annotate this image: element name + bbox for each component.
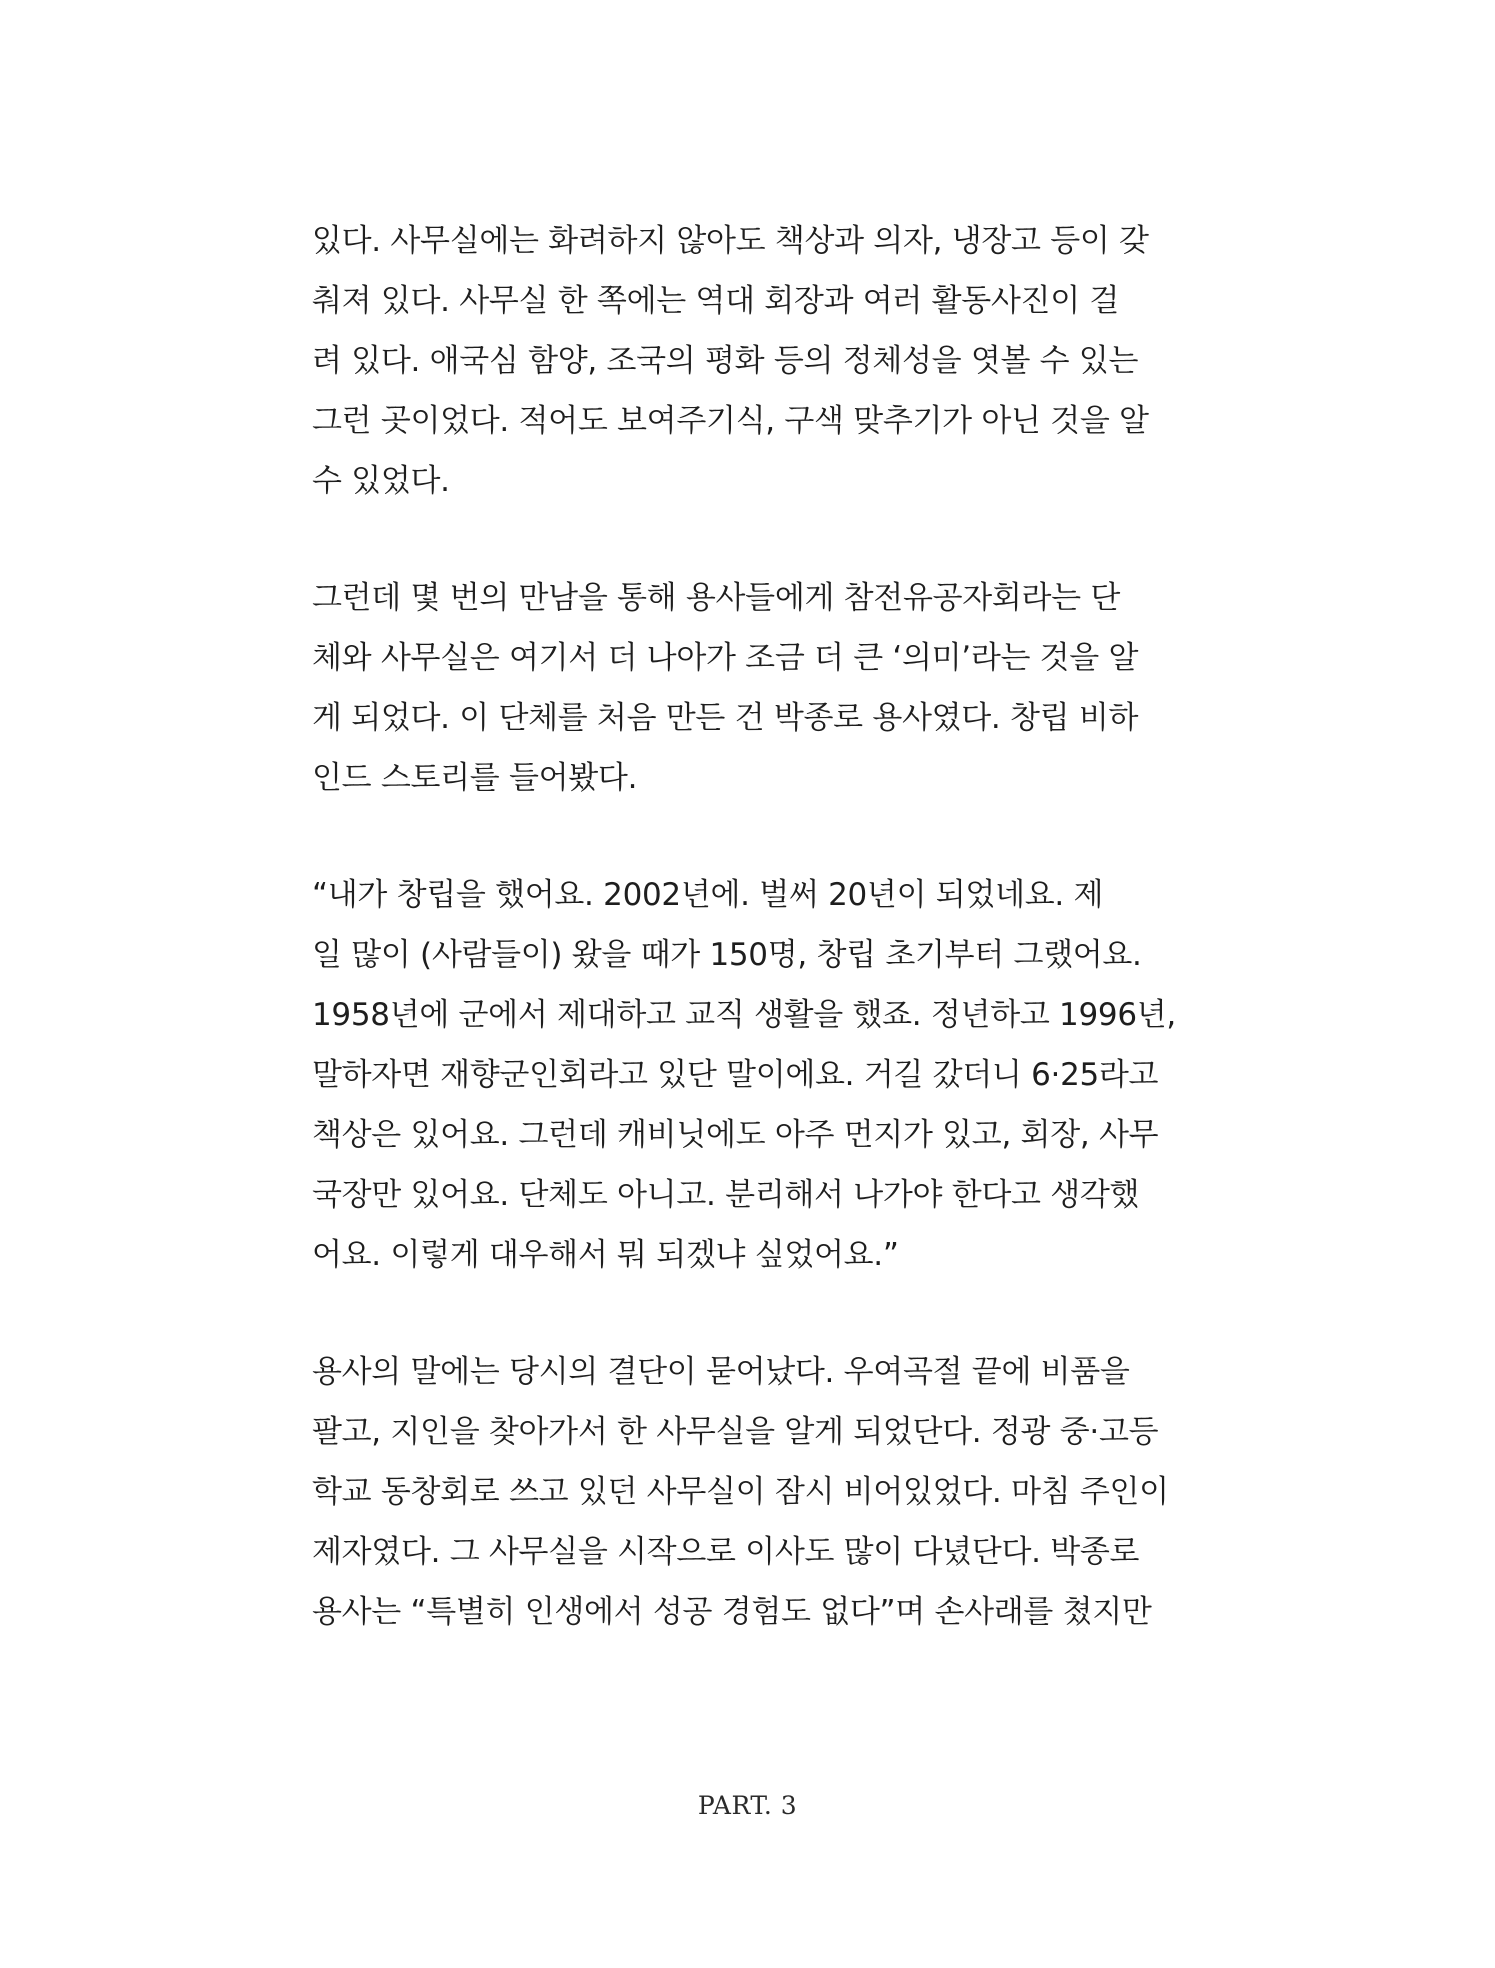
paragraph-quote <box>312 865 1182 1285</box>
text-line: 체와 사무실은 여기서 더 나아가 조금 더 큰 ‘의미’라는 것을 알 <box>312 640 1139 676</box>
paragraph-spacer <box>312 1285 1182 1342</box>
text-line: 인드 스토리를 들어봤다. <box>312 760 638 796</box>
paragraph-spacer <box>312 808 1182 865</box>
text-line: “내가 창립을 했어요. 2002년에. 벌써 20년이 되었네요. 제 <box>312 877 1104 913</box>
text-line: 게 되었다. 이 단체를 처음 만든 건 박종로 용사였다. 창립 비하 <box>312 700 1139 736</box>
text-line: 그런데 몇 번의 만남을 통해 용사들에게 참전유공자회라는 단 <box>312 580 1121 616</box>
text-line: 일 많이 (사람들이) 왔을 때가 150명, 창립 초기부터 그랬어요. <box>312 937 1142 973</box>
paragraph-office-description <box>312 211 1182 511</box>
text-line: 려 있다. 애국심 함양, 조국의 평화 등의 정체성을 엿볼 수 있는 <box>312 343 1139 379</box>
text-line: 학교 동창회로 쓰고 있던 사무실이 잠시 비어있었다. 마침 주인이 <box>312 1474 1169 1510</box>
text-line: 1958년에 군에서 제대하고 교직 생활을 했죠. 정년하고 1996년, <box>312 997 1176 1033</box>
text-line: 있다. 사무실에는 화려하지 않아도 책상과 의자, 냉장고 등이 갖 <box>312 223 1149 259</box>
text-line: 용사는 “특별히 인생에서 성공 경험도 없다”며 손사래를 쳤지만 <box>312 1594 1152 1630</box>
text-line: 국장만 있어요. 단체도 아니고. 분리해서 나가야 한다고 생각했 <box>312 1177 1140 1213</box>
text-line: 춰져 있다. 사무실 한 쪽에는 역대 회장과 여러 활동사진이 걸 <box>312 283 1120 319</box>
text-line: 팔고, 지인을 찾아가서 한 사무실을 알게 되었단다. 정광 중·고등 <box>312 1414 1159 1450</box>
body-text <box>312 211 1182 1642</box>
text-line: 제자였다. 그 사무실을 시작으로 이사도 많이 다녔단다. 박종로 <box>312 1534 1140 1570</box>
text-line: 말하자면 재향군인회라고 있단 말이에요. 거길 갔더니 6·25라고 <box>312 1057 1159 1093</box>
text-line: 책상은 있어요. 그런데 캐비닛에도 아주 먼지가 있고, 회장, 사무 <box>312 1117 1159 1153</box>
paragraph-founding-intro <box>312 568 1182 808</box>
text-line: 어요. 이렇게 대우해서 뭐 되겠냐 싶었어요.” <box>312 1237 899 1273</box>
paragraph-spacer <box>312 511 1182 568</box>
text-line: 용사의 말에는 당시의 결단이 묻어났다. 우여곡절 끝에 비품을 <box>312 1354 1130 1390</box>
page-footer-part-label: PART. 3 <box>697 1791 798 1820</box>
text-line: 그런 곳이었다. 적어도 보여주기식, 구색 맞추기가 아닌 것을 알 <box>312 403 1149 439</box>
paragraph-decision <box>312 1342 1182 1642</box>
text-line: 수 있었다. <box>312 463 450 499</box>
